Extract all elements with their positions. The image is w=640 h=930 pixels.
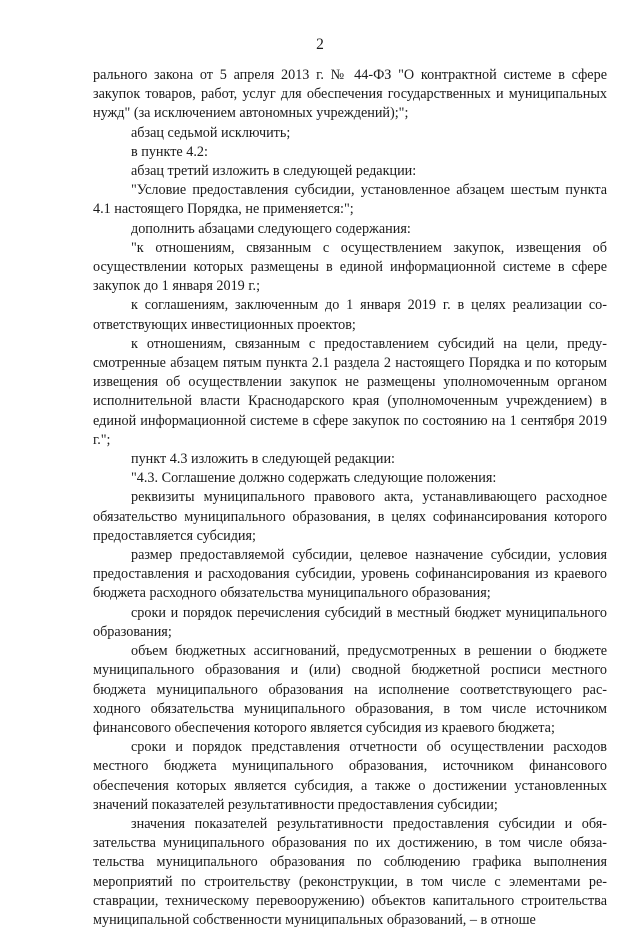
paragraph: объем бюджетных ассигнований, предусмотренных в решении о бюджете муниципального образования и (или) сводной бюджетной росписи местного бюджета муниципального образования на исполнение соответствующего расходного обязательства муниципального образования, в том числе источником финансового обеспечения которого является субсидия из краевого бюджета;	[93, 643, 607, 736]
paragraph: в пункте 4.2:	[131, 143, 208, 160]
paragraph: абзац третий изложить в следующей редакции:	[131, 163, 417, 180]
paragraph: "4.3. Соглашение должно содержать следующие положения:	[131, 470, 497, 487]
paragraph: абзац седьмой исключить;	[131, 124, 291, 141]
paragraph: к отношениям, связанным с предоставлением субсидий на цели, предусмотренные абзацем пятым пункта 2.1 раздела 2 настоящего Порядка и по которым извещения об осуществлении закупок не размещены уполномоченным органом исполнительной власти Краснодарского края (уполномоченным учреждением) в единой информационной системе в сфере закупок по состоянию на 1 сентября 2019 г.";	[93, 335, 607, 448]
paragraph: сроки и порядок перечисления субсидий в местный бюджет муниципального образования;	[93, 604, 607, 640]
page-number: 2	[316, 36, 324, 53]
paragraph: пункт 4.3 изложить в следующей редакции:	[131, 451, 395, 468]
paragraph: размер предоставляемой субсидии, целевое назначение субсидии, условия предоставления и расходования субсидии, уровень софинансирования из краевого бюджета расходного обязательства муниципального образования;	[93, 547, 607, 602]
paragraph: "Условие предоставления субсидии, установленное абзацем шестым пункта 4.1 настоящего Порядка, не применяется:";	[93, 182, 607, 218]
paragraph: "к отношениям, связанным с осуществлением закупок, извещения об осуществлении которых размещены в единой информационной системе в сфере закупок до 1 января 2019 г.;	[93, 239, 607, 295]
paragraph: значения показателей результативности предоставления субсидии и обязательства муниципального образования по их достижению, в том числе обязательства муниципального образования по соблюдению графика выполнения мероприятий по строительству (реконструкции, в том числе с элементами реставрации, техническому перевооружению) объектов капитального строительства муниципальной собственности муниципальных образований, – в отноше	[93, 815, 607, 928]
paragraph: рального закона от 5 апреля 2013 г. № 44-ФЗ "О контрактной системе в сфере закупок товаров, работ, услуг для обеспечения государственных и муниципальных нужд" (за исключением автономных учреждений);";	[93, 67, 607, 122]
document-body	[93, 66, 607, 930]
paragraph: реквизиты муниципального правового акта, устанавливающего расходное обязательство муниципального образования, в целях софинансирования которого предоставляется субсидия;	[93, 489, 607, 544]
paragraph: сроки и порядок представления отчетности об осуществлении расходов местного бюджета муниципального образования, источником финансового обеспечения которых является субсидия, а также о достижении установленных значений показателей результативности предоставления субсидии;	[93, 739, 607, 813]
paragraph: дополнить абзацами следующего содержания:	[131, 220, 411, 237]
paragraph: к соглашениям, заключенным до 1 января 2019 г. в целях реализации соответствующих инвестиционных проектов;	[93, 297, 607, 333]
